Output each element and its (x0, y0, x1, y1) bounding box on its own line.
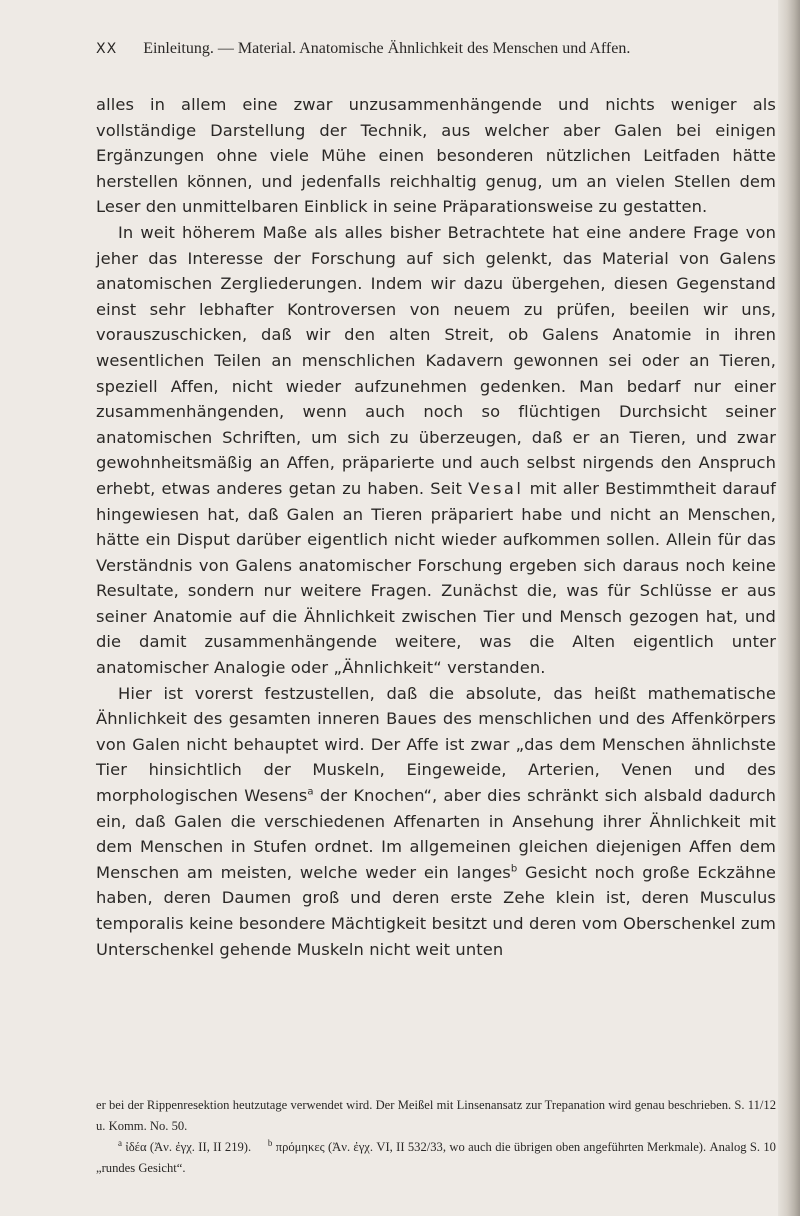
paragraph-3-part-a: Hier ist vorerst festzustellen, daß die absolute, das heißt mathematische Ähnlichkeit des gesamten inneren Baues des menschlichen und des Affenkörpers von Galen nicht behauptet wird. Der Affe ist zwar „das dem Menschen ähnlichste Tier hinsichtlich der Muskeln, Eingeweide, Arterien, Venen und des morphologischen Wesens (96, 683, 776, 806)
paragraph-3 (96, 681, 776, 963)
footnote-ref-a: a (307, 786, 314, 798)
paragraph-3-part-c: Gesicht noch große Eckzähne haben, deren Daumen groß und deren erste Zehe klein ist, deren Musculus temporalis keine besondere Mächtigkeit besitzt und deren vom Oberschenkel zum Unterschenkel gehende Muskeln nicht weit unten (96, 862, 776, 959)
paragraph-2 (96, 220, 776, 681)
footnote-a-text: ἰδέα (Ἀν. ἐγχ. II, II 219). (125, 1140, 252, 1154)
name-vesal: Vesal (468, 478, 524, 498)
footnote-b-mark: b (267, 1137, 273, 1148)
footnote-b-text: πρόμηκες (Ἀν. ἐγχ. VI, II 532/33, wo auch die übrigen oben angeführten Merkmale). Analog S. 10 „rundes Gesicht“. (96, 1140, 776, 1175)
footnote-ref-b: b (510, 863, 518, 875)
running-header (96, 40, 776, 58)
footnote-a-mark: a (118, 1137, 122, 1148)
footnotes (96, 1095, 776, 1179)
scan-page-edge (778, 0, 800, 1216)
main-text (96, 92, 776, 962)
footnotes-a-b (96, 1137, 776, 1179)
page-number: XX (96, 41, 118, 57)
paragraph-3-part-b: der Knochen“, aber dies schränkt sich alsbald dadurch ein, daß Galen die verschiedenen Affenarten in Ansehung ihrer Ähnlichkeit mit dem Menschen in Stufen ordnet. Im allgemeinen gleichen diejenigen Affen dem Menschen am meisten, welche weder ein langes (96, 786, 776, 882)
footnote-continuation: er bei der Rippenresektion heutzutage verwendet wird. Der Meißel mit Linsenansatz zur Trepanation wird genau beschrieben. S. 11/12 u. Komm. No. 50. (96, 1098, 776, 1133)
paragraph-1: alles in allem eine zwar unzusammenhängende und nichts weniger als vollständige Darstellung der Technik, aus welcher aber Galen bei einigen Ergänzungen ohne viele Mühe einen besonderen nützlichen Leitfaden hätte herstellen können, und jedenfalls reichhaltig genug, um an vielen Stellen dem Leser den unmittelbaren Einblick in seine Präparationsweise zu gestatten. (96, 95, 776, 217)
paragraph-2-part-b: mit aller Bestimmtheit darauf hingewiesen hat, daß Galen an Tieren präpariert habe und nicht an Menschen, hätte ein Disput darüber eigentlich nicht wieder aufkommen sollen. Allein für das Verständnis von Galens anatomischer Forschung ergeben sich daraus noch keine Resultate, sondern nur weitere Fragen. Zunächst die, was für Schlüsse er aus seiner Anatomie auf die Ähnlichkeit zwischen Tier und Mensch gezogen hat, und die damit zusammenhängende weitere, was die Alten eigentlich unter anatomischer Analogie oder „Ähnlichkeit“ verstanden. (96, 478, 776, 678)
running-title: Einleitung. — Material. Anatomische Ähnlichkeit des Menschen und Affen. (143, 40, 631, 57)
paragraph-2-part-a: In weit höherem Maße als alles bisher Betrachtete hat eine andere Frage von jeher das Interesse der Forschung auf sich gelenkt, das Material von Galens anatomischen Zergliederungen. Indem wir dazu übergehen, diesen Gegenstand einst sehr lebhafter Kontroversen von neuem zu prüfen, beeilen wir uns, vorauszuschicken, daß wir den alten Streit, ob Galens Anatomie in ihren wesentlichen Teilen an menschlichen Kadavern gewonnen sei oder an Tieren, speziell Affen, nicht wieder aufzunehmen gedenken. Man bedarf nur einer zusammenhängenden, wenn auch noch so flüchtigen Durchsicht seiner anatomischen Schriften, um sich zu überzeugen, daß er an Tieren, und zwar gewohnheitsmäßig an Affen, präparierte und auch selbst nirgends den Anspruch erhebt, etwas anderes getan zu haben. Seit (96, 222, 776, 498)
